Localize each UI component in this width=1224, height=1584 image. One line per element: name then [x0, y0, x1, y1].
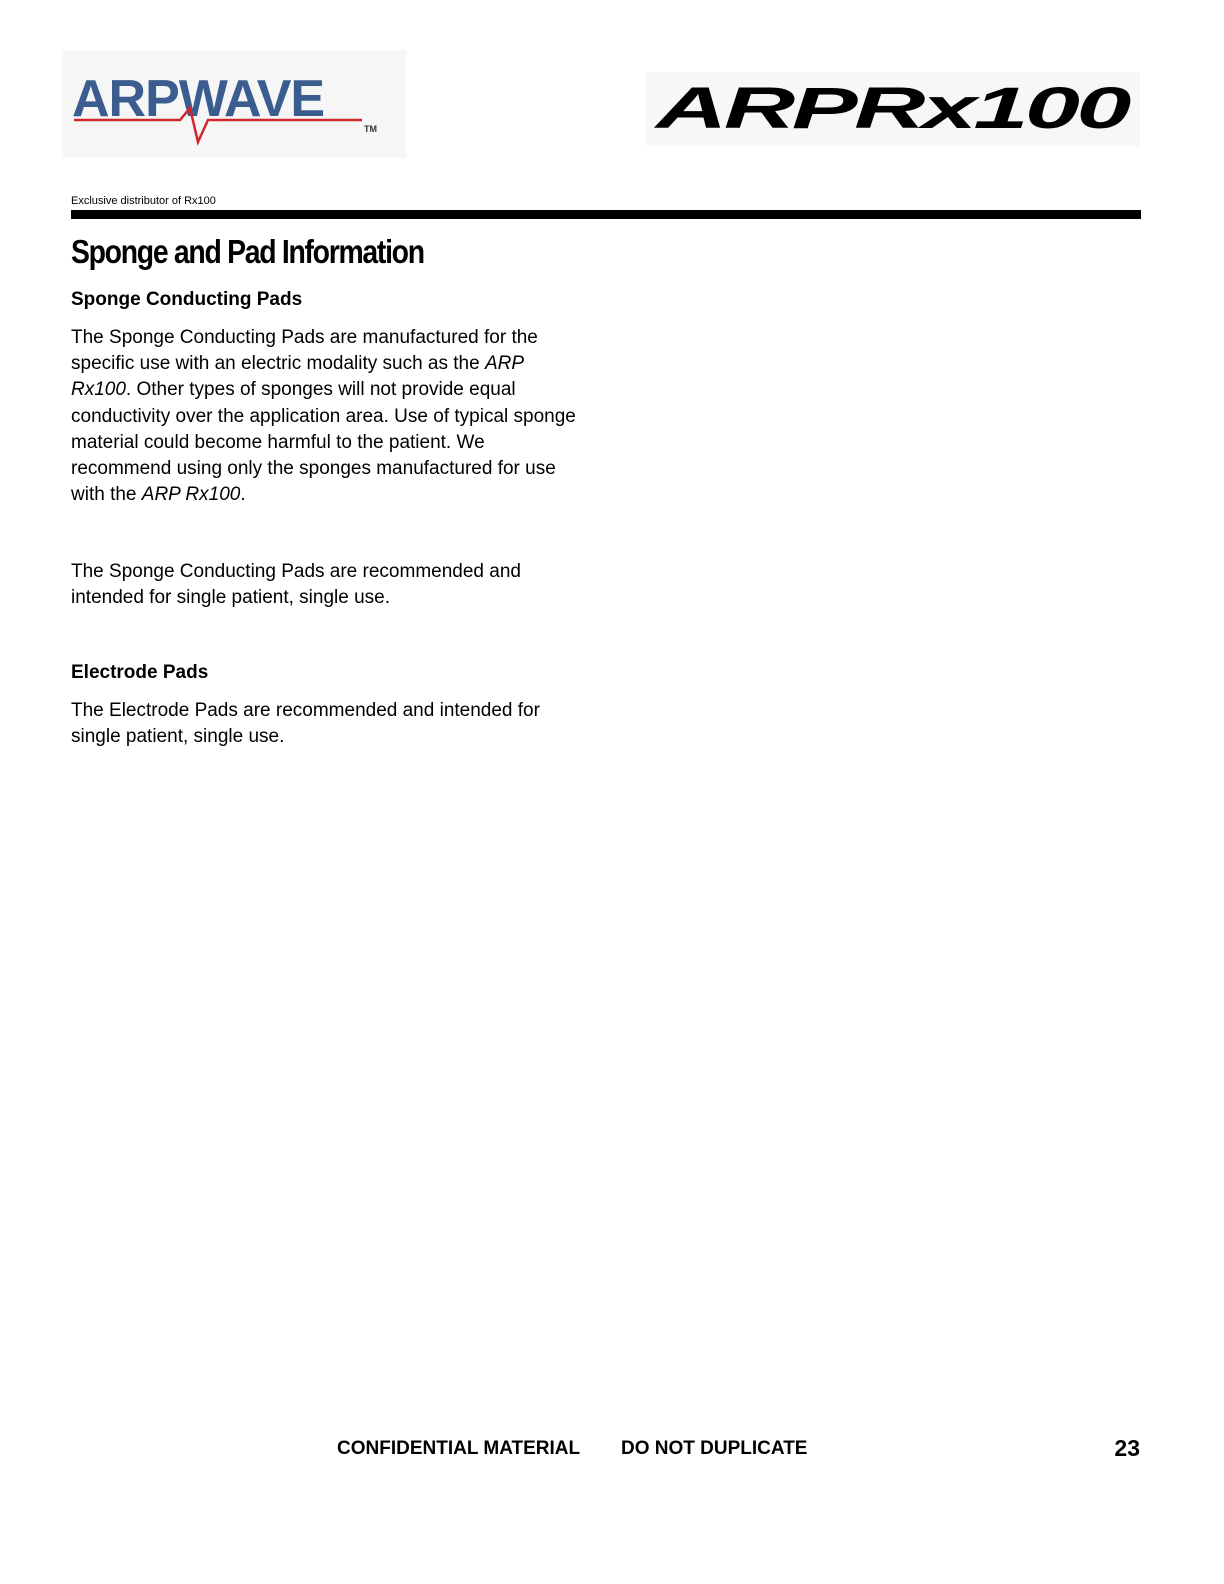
trademark-mark: TM	[364, 124, 377, 134]
product-name-italic: ARP Rx100	[71, 353, 524, 401]
page-number: 23	[1114, 1435, 1140, 1461]
paragraph-text: The Electrode Pads are recommended and intended for single patient, single use.	[71, 700, 540, 748]
electrode-pads-paragraph	[71, 698, 586, 750]
footer-do-not-duplicate: DO NOT DUPLICATE	[621, 1438, 808, 1459]
product-name-italic: ARP Rx100	[141, 484, 241, 506]
footer-confidential: CONFIDENTIAL MATERIAL	[337, 1438, 581, 1459]
paragraph-text: The Sponge Conducting Pads are manufactured for the specific use with an electric modality such as the	[71, 327, 538, 375]
sponge-pads-paragraph-1	[71, 325, 586, 508]
sponge-pads-paragraph-2	[71, 559, 586, 611]
section-heading-sponge-conducting-pads: Sponge Conducting Pads	[71, 289, 303, 310]
arpwave-logo-text: ARPWAVE	[72, 70, 325, 128]
arprx100-logo	[646, 72, 1140, 146]
arpwave-logo-graphic	[62, 50, 406, 158]
page-title: Sponge and Pad Information	[71, 233, 424, 270]
arpwave-logo	[62, 50, 406, 158]
arprx100-logo-text: ARPRx100	[652, 76, 1131, 141]
header-rule	[71, 210, 1141, 219]
paragraph-text: The Sponge Conducting Pads are recommended and intended for single patient, single use.	[71, 561, 521, 609]
paragraph-text: .	[240, 484, 246, 506]
section-heading-electrode-pads: Electrode Pads	[71, 662, 209, 683]
arprx100-logo-graphic	[646, 72, 1140, 146]
paragraph-text: . Other types of sponges will not provide equal conductivity over the application area. Use of typical sponge material could become harmful to the patient. We recommend using only the sponges manufactured for use with the	[71, 379, 576, 506]
distributor-note: Exclusive distributor of Rx100	[71, 195, 216, 207]
